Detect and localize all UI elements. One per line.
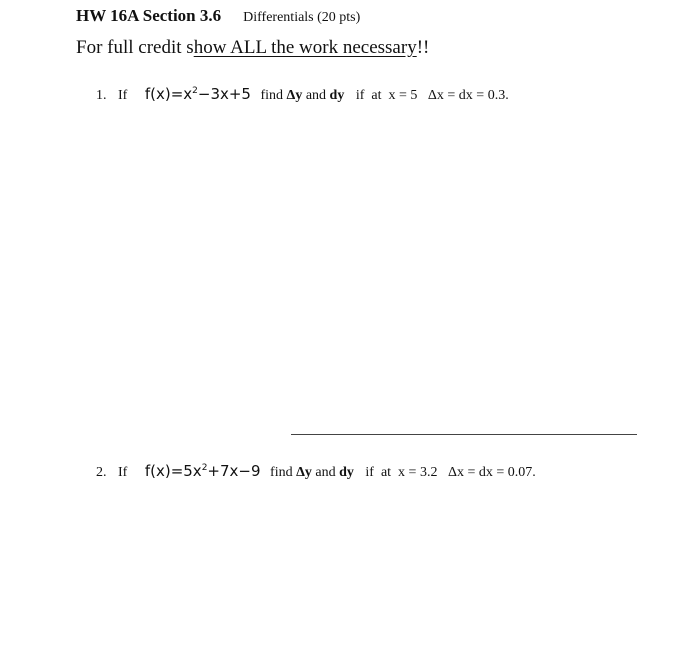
function-expression — [145, 462, 261, 480]
and-word: and — [305, 88, 327, 103]
instructions-suffix: !! — [416, 37, 430, 58]
instructions — [76, 37, 429, 59]
assignment-title: HW 16A Section 3.6 — [76, 6, 222, 25]
instructions-prefix: For full credit s — [76, 37, 194, 58]
and-word: and — [315, 465, 336, 480]
problem-condition: if at x = 5 Δx = dx = 0.3. — [355, 88, 509, 103]
function-lhs: f(x)=x — [144, 85, 193, 103]
instructions-underlined: how ALL the work necessary — [193, 37, 417, 58]
function-rest: −3x+5 — [197, 85, 251, 103]
if-word: If — [118, 465, 128, 480]
function-expression — [145, 85, 251, 103]
function-exponent: 2 — [201, 463, 208, 473]
delta-y: Δy — [286, 88, 303, 103]
dy: dy — [339, 465, 354, 480]
function-rest: +7x−9 — [207, 462, 261, 480]
find-word: find — [270, 465, 293, 480]
delta-y: Δy — [296, 465, 312, 480]
find-word: find — [260, 88, 284, 103]
problem-1 — [96, 85, 509, 104]
if-word: If — [118, 88, 128, 103]
problem-condition: if at x = 3.2 Δx = dx = 0.07. — [365, 465, 536, 480]
problem-number: 2. — [96, 465, 107, 480]
problem-2 — [96, 462, 536, 481]
function-lhs: f(x)=5x — [144, 462, 202, 480]
problem-number: 1. — [96, 88, 107, 103]
assignment-subtitle: Differentials (20 pts) — [243, 10, 361, 25]
answer-line — [291, 434, 637, 435]
function-exponent: 2 — [192, 86, 198, 96]
assignment-header — [76, 6, 360, 26]
dy: dy — [329, 88, 345, 103]
